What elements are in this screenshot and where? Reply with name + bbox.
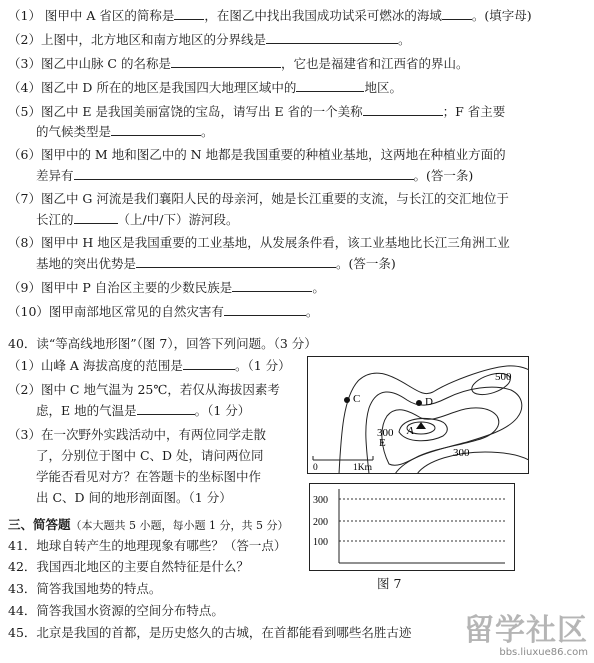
q45: 45．北京是我国的首都，是历史悠久的古城，在首都能看到哪些名胜古迹 <box>8 625 412 640</box>
q39-6-cont: 差异有 。(答一条) <box>36 168 474 183</box>
map-label-500: 500 <box>495 371 512 383</box>
watermark <box>464 615 588 659</box>
q39-5-cont: 的气候类型是 。 <box>36 124 214 139</box>
q40-2: （2）图中 C 地气温为 25℃，若仅从海拔因素考 <box>8 382 280 397</box>
section3-header: 三、简答题（本大题共 5 小题，每小题 1 分，共 5 分） <box>8 517 289 532</box>
q41: 41．地球自转产生的地理现象有哪些？（答一点） <box>8 538 287 553</box>
q39-9: （9）图甲中 P 自治区主要的少数民族是 。 <box>8 280 325 295</box>
point-c <box>344 397 350 403</box>
q39-1: （1） 图甲中 A 省区的简称是 ，在图乙中找出我国成功试采可燃冰的海域 。(填字母) <box>8 8 532 23</box>
q39-3: （3）图乙中山脉 C 的名称是 ，它也是福建省和江西省的界山。 <box>8 56 469 71</box>
q43: 43．简答我国地势的特点。 <box>8 581 162 596</box>
map-label-c: C <box>353 393 361 405</box>
q39-2: （2）上图中，北方地区和南方地区的分界线是 。 <box>8 32 411 47</box>
q39-7-cont: 长江的 （上/中/下）游河段。 <box>36 212 239 227</box>
q39-7: （7）图乙中 G 河流是我们襄阳人民的母亲河，她是长江重要的支流，与长江的交汇地位于 <box>8 191 509 206</box>
q40-title: 40．读“等高线地形图”（图 7），回答下列问题。（3 分） <box>8 336 317 351</box>
map-label-300b: 300 <box>453 447 470 459</box>
scale-label-0: 0 <box>313 463 318 473</box>
point-d <box>416 400 422 406</box>
watermark-logo: 留学社区 <box>464 613 588 648</box>
q39-8: （8）图甲中 H 地区是我国重要的工业基地，从发展条件看，该工业基地比长江三角洲工业 <box>8 235 510 250</box>
q39-10: （10）图甲南部地区常见的自然灾害有 。 <box>8 304 319 319</box>
q40-3-cont3: 出 C、D 间的地形剖面图。（1 分） <box>36 490 232 505</box>
map-label-300a: 300 <box>377 427 394 439</box>
q40-2-cont: 虑，E 地的气温是 。（1 分） <box>36 403 251 418</box>
q40-3-cont2: 学能否看见对方？在答题卡的坐标图中作 <box>36 469 262 484</box>
q42: 42．我国西北地区的主要自然特征是什么？ <box>8 559 249 574</box>
y-tick-200: 200 <box>313 517 328 528</box>
q39-8-cont: 基地的突出优势是 。(答一条) <box>36 256 396 271</box>
q39-4: （4）图乙中 D 所在的地区是我国四大地理区域中的 地区。 <box>8 80 402 95</box>
watermark-url: bbs.liuxue86.com <box>499 647 588 658</box>
q39-6: （6）图甲中的 M 地和图乙中的 N 地都是我国重要的种植业基地，这两地在种植业方面的 <box>8 147 506 162</box>
y-tick-300: 300 <box>313 495 328 506</box>
map-label-d: D <box>425 396 433 408</box>
q40-1: （1）山峰 A 海拔高度的范围是 。（1 分） <box>8 358 291 373</box>
q40-3: （3）在一次野外实践活动中，有两位同学走散 <box>8 427 266 442</box>
q44: 44．简答我国水资源的空间分布特点。 <box>8 603 224 618</box>
q39-5: （5）图乙中 E 是我国美丽富饶的宝岛，请写出 E 省的一个美称 ；F 省主要 <box>8 104 506 119</box>
figure-caption: 图 7 <box>377 576 402 591</box>
map-label-e: E <box>379 437 386 449</box>
y-tick-100: 100 <box>313 537 328 548</box>
contour-map <box>307 356 529 474</box>
scale-label-1km: 1Km <box>353 463 372 473</box>
map-label-a: A <box>407 425 414 437</box>
q40-3-cont1: 了，分别位于图中 C、D 处，请问两位同 <box>36 448 264 463</box>
